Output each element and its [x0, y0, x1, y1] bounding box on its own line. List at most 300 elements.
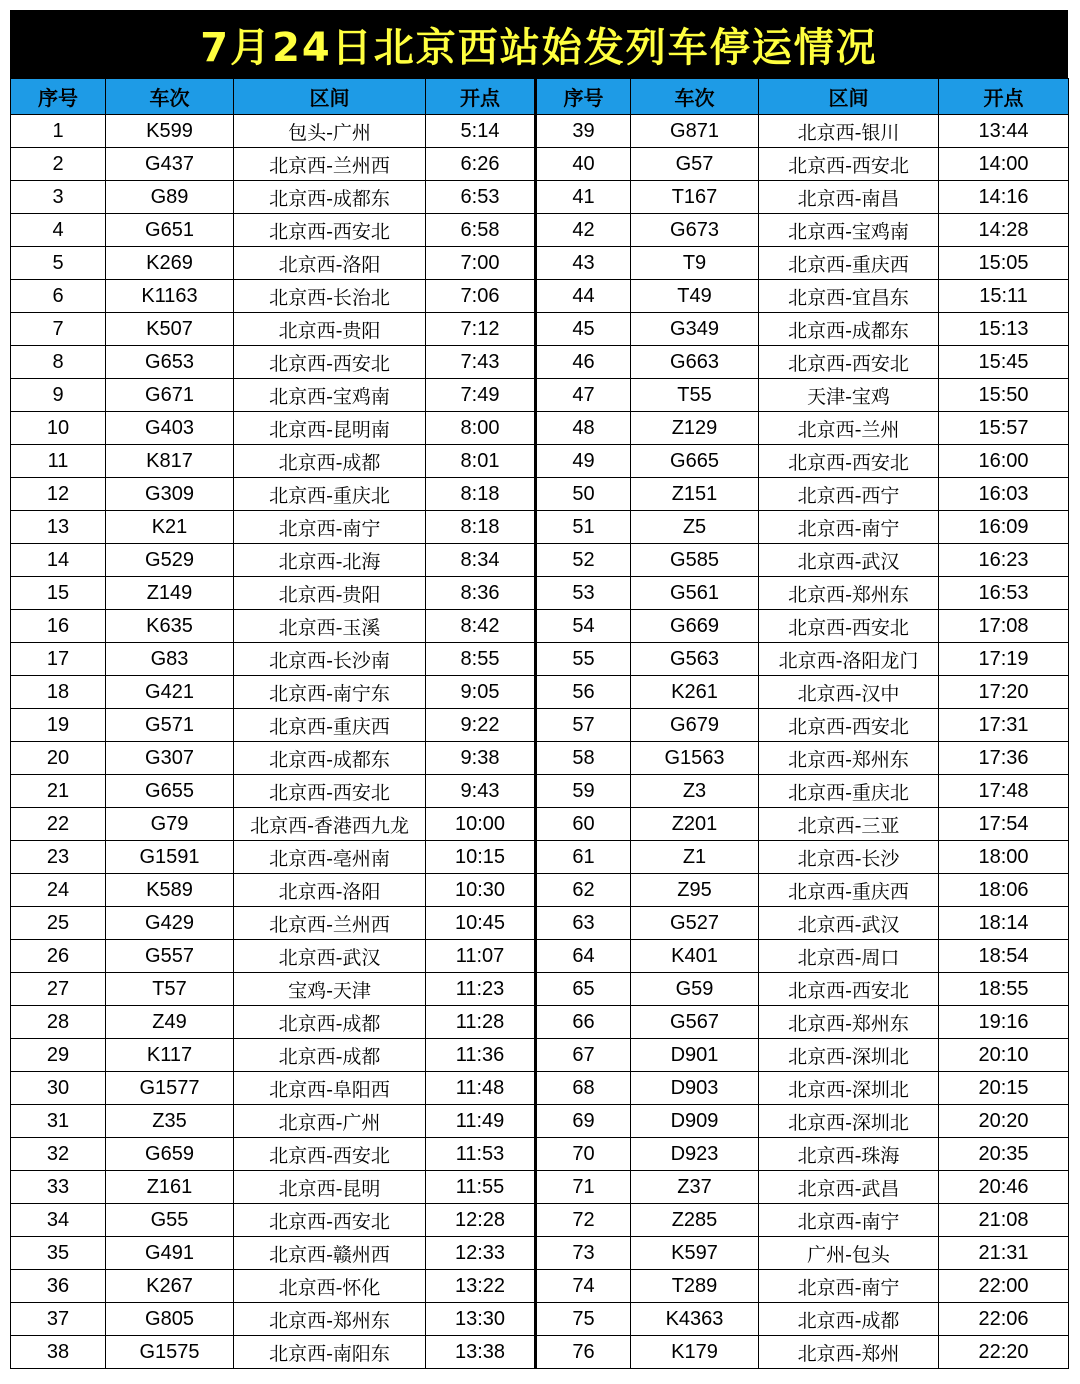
train-cell: Z129 — [631, 412, 759, 445]
route-cell: 北京西-重庆北 — [234, 478, 426, 511]
depart-cell: 18:00 — [939, 841, 1069, 874]
train-cell: G585 — [631, 544, 759, 577]
depart-cell: 11:23 — [426, 973, 536, 1006]
table-row — [11, 445, 1069, 478]
seq-cell: 75 — [536, 1303, 631, 1336]
train-cell: G89 — [106, 181, 234, 214]
depart-cell: 12:33 — [426, 1237, 536, 1270]
train-cell: G651 — [106, 214, 234, 247]
train-cell: G663 — [631, 346, 759, 379]
route-cell: 北京西-兰州西 — [234, 148, 426, 181]
route-cell: 北京西-成都 — [234, 1006, 426, 1039]
route-cell: 北京西-深圳北 — [759, 1105, 939, 1138]
depart-cell: 6:26 — [426, 148, 536, 181]
route-cell: 北京西-重庆西 — [759, 247, 939, 280]
train-cell: Z95 — [631, 874, 759, 907]
route-cell: 北京西-郑州东 — [759, 1006, 939, 1039]
seq-cell: 37 — [11, 1303, 106, 1336]
seq-cell: 55 — [536, 643, 631, 676]
depart-cell: 21:08 — [939, 1204, 1069, 1237]
route-cell: 北京西-宝鸡南 — [234, 379, 426, 412]
depart-cell: 9:38 — [426, 742, 536, 775]
depart-cell: 11:53 — [426, 1138, 536, 1171]
seq-cell: 20 — [11, 742, 106, 775]
train-cell: T167 — [631, 181, 759, 214]
depart-cell: 18:54 — [939, 940, 1069, 973]
depart-cell: 8:01 — [426, 445, 536, 478]
route-cell: 北京西-兰州 — [759, 412, 939, 445]
seq-cell: 19 — [11, 709, 106, 742]
train-cell: G571 — [106, 709, 234, 742]
seq-cell: 17 — [11, 643, 106, 676]
train-cell: K4363 — [631, 1303, 759, 1336]
route-cell: 北京西-三亚 — [759, 808, 939, 841]
route-cell: 北京西-南昌 — [759, 181, 939, 214]
route-cell: 北京西-成都 — [234, 1039, 426, 1072]
seq-cell: 2 — [11, 148, 106, 181]
depart-cell: 16:53 — [939, 577, 1069, 610]
depart-cell: 20:35 — [939, 1138, 1069, 1171]
seq-cell: 7 — [11, 313, 106, 346]
header-depart-left: 开点 — [426, 79, 536, 115]
seq-cell: 51 — [536, 511, 631, 544]
route-cell: 北京西-南宁 — [759, 1204, 939, 1237]
seq-cell: 39 — [536, 115, 631, 148]
table-row — [11, 544, 1069, 577]
seq-cell: 6 — [11, 280, 106, 313]
depart-cell: 11:55 — [426, 1171, 536, 1204]
table-row — [11, 313, 1069, 346]
seq-cell: 30 — [11, 1072, 106, 1105]
header-train-right: 车次 — [631, 79, 759, 115]
route-cell: 北京西-南宁 — [759, 511, 939, 544]
depart-cell: 5:14 — [426, 115, 536, 148]
depart-cell: 7:49 — [426, 379, 536, 412]
train-cell: G307 — [106, 742, 234, 775]
seq-cell: 25 — [11, 907, 106, 940]
seq-cell: 48 — [536, 412, 631, 445]
table-row — [11, 643, 1069, 676]
table-row — [11, 511, 1069, 544]
route-cell: 北京西-西安北 — [234, 775, 426, 808]
route-cell: 北京西-昆明南 — [234, 412, 426, 445]
train-cell: K267 — [106, 1270, 234, 1303]
depart-cell: 9:05 — [426, 676, 536, 709]
table-row — [11, 247, 1069, 280]
table-row — [11, 214, 1069, 247]
route-cell: 北京西-重庆北 — [759, 775, 939, 808]
route-cell: 北京西-阜阳西 — [234, 1072, 426, 1105]
depart-cell: 17:31 — [939, 709, 1069, 742]
route-cell: 北京西-周口 — [759, 940, 939, 973]
table-row — [11, 709, 1069, 742]
route-cell: 北京西-重庆西 — [759, 874, 939, 907]
depart-cell: 14:00 — [939, 148, 1069, 181]
train-cell: G79 — [106, 808, 234, 841]
depart-cell: 17:08 — [939, 610, 1069, 643]
table-row — [11, 1336, 1069, 1369]
seq-cell: 18 — [11, 676, 106, 709]
depart-cell: 20:10 — [939, 1039, 1069, 1072]
train-cell: G421 — [106, 676, 234, 709]
train-cell: G59 — [631, 973, 759, 1006]
train-cell: T55 — [631, 379, 759, 412]
seq-cell: 50 — [536, 478, 631, 511]
table-row — [11, 1171, 1069, 1204]
route-cell: 北京西-武汉 — [759, 907, 939, 940]
train-cell: G671 — [106, 379, 234, 412]
route-cell: 广州-包头 — [759, 1237, 939, 1270]
seq-cell: 27 — [11, 973, 106, 1006]
train-cell: K21 — [106, 511, 234, 544]
route-cell: 北京西-成都 — [759, 1303, 939, 1336]
seq-cell: 72 — [536, 1204, 631, 1237]
seq-cell: 34 — [11, 1204, 106, 1237]
seq-cell: 12 — [11, 478, 106, 511]
train-cell: G83 — [106, 643, 234, 676]
seq-cell: 16 — [11, 610, 106, 643]
train-cell: Z285 — [631, 1204, 759, 1237]
train-cell: G437 — [106, 148, 234, 181]
route-cell: 北京西-长治北 — [234, 280, 426, 313]
seq-cell: 59 — [536, 775, 631, 808]
header-depart-right: 开点 — [939, 79, 1069, 115]
depart-cell: 12:28 — [426, 1204, 536, 1237]
suspended-trains-table — [10, 78, 1069, 1369]
seq-cell: 61 — [536, 841, 631, 874]
table-row — [11, 775, 1069, 808]
route-cell: 北京西-郑州东 — [234, 1303, 426, 1336]
table-row — [11, 148, 1069, 181]
train-cell: G429 — [106, 907, 234, 940]
depart-cell: 14:16 — [939, 181, 1069, 214]
train-cell: G529 — [106, 544, 234, 577]
route-cell: 北京西-武昌 — [759, 1171, 939, 1204]
route-cell: 北京西-西安北 — [759, 148, 939, 181]
train-cell: G309 — [106, 478, 234, 511]
depart-cell: 16:09 — [939, 511, 1069, 544]
depart-cell: 16:03 — [939, 478, 1069, 511]
train-cell: G57 — [631, 148, 759, 181]
seq-cell: 74 — [536, 1270, 631, 1303]
train-cell: K635 — [106, 610, 234, 643]
route-cell: 北京西-长沙南 — [234, 643, 426, 676]
seq-cell: 42 — [536, 214, 631, 247]
train-cell: D923 — [631, 1138, 759, 1171]
table-row — [11, 1303, 1069, 1336]
depart-cell: 6:58 — [426, 214, 536, 247]
depart-cell: 13:44 — [939, 115, 1069, 148]
route-cell: 北京西-亳州南 — [234, 841, 426, 874]
table-row — [11, 1204, 1069, 1237]
train-cell: G527 — [631, 907, 759, 940]
seq-cell: 28 — [11, 1006, 106, 1039]
train-cell: G659 — [106, 1138, 234, 1171]
train-cell: G655 — [106, 775, 234, 808]
table-row — [11, 379, 1069, 412]
train-cell: G669 — [631, 610, 759, 643]
seq-cell: 38 — [11, 1336, 106, 1369]
header-route-left: 区间 — [234, 79, 426, 115]
seq-cell: 24 — [11, 874, 106, 907]
route-cell: 北京西-西安北 — [759, 610, 939, 643]
route-cell: 北京西-西安北 — [234, 1204, 426, 1237]
table-row — [11, 115, 1069, 148]
seq-cell: 8 — [11, 346, 106, 379]
train-cell: K179 — [631, 1336, 759, 1369]
train-cell: G673 — [631, 214, 759, 247]
train-cell: Z201 — [631, 808, 759, 841]
depart-cell: 17:36 — [939, 742, 1069, 775]
depart-cell: 20:20 — [939, 1105, 1069, 1138]
train-cell: Z3 — [631, 775, 759, 808]
seq-cell: 64 — [536, 940, 631, 973]
route-cell: 北京西-西安北 — [759, 445, 939, 478]
table-row — [11, 478, 1069, 511]
seq-cell: 53 — [536, 577, 631, 610]
seq-cell: 3 — [11, 181, 106, 214]
train-cell: Z35 — [106, 1105, 234, 1138]
table-row — [11, 874, 1069, 907]
depart-cell: 8:42 — [426, 610, 536, 643]
table-row — [11, 808, 1069, 841]
depart-cell: 17:48 — [939, 775, 1069, 808]
depart-cell: 15:45 — [939, 346, 1069, 379]
train-cell: Z151 — [631, 478, 759, 511]
train-cell: G55 — [106, 1204, 234, 1237]
seq-cell: 1 — [11, 115, 106, 148]
route-cell: 北京西-长沙 — [759, 841, 939, 874]
depart-cell: 22:06 — [939, 1303, 1069, 1336]
table-row — [11, 676, 1069, 709]
route-cell: 北京西-北海 — [234, 544, 426, 577]
seq-cell: 52 — [536, 544, 631, 577]
seq-cell: 56 — [536, 676, 631, 709]
depart-cell: 15:11 — [939, 280, 1069, 313]
seq-cell: 10 — [11, 412, 106, 445]
depart-cell: 15:05 — [939, 247, 1069, 280]
train-cell: Z5 — [631, 511, 759, 544]
depart-cell: 10:45 — [426, 907, 536, 940]
seq-cell: 68 — [536, 1072, 631, 1105]
depart-cell: 11:28 — [426, 1006, 536, 1039]
header-seq-right: 序号 — [536, 79, 631, 115]
header-train-left: 车次 — [106, 79, 234, 115]
train-cell: K1163 — [106, 280, 234, 313]
seq-cell: 62 — [536, 874, 631, 907]
route-cell: 北京西-西安北 — [234, 214, 426, 247]
train-cell: G563 — [631, 643, 759, 676]
route-cell: 北京西-珠海 — [759, 1138, 939, 1171]
seq-cell: 11 — [11, 445, 106, 478]
train-cell: Z1 — [631, 841, 759, 874]
seq-cell: 5 — [11, 247, 106, 280]
route-cell: 北京西-洛阳 — [234, 247, 426, 280]
table-row — [11, 1072, 1069, 1105]
depart-cell: 8:55 — [426, 643, 536, 676]
depart-cell: 20:15 — [939, 1072, 1069, 1105]
depart-cell: 6:53 — [426, 181, 536, 214]
table-row — [11, 1270, 1069, 1303]
route-cell: 北京西-成都东 — [234, 742, 426, 775]
depart-cell: 15:57 — [939, 412, 1069, 445]
train-cell: G491 — [106, 1237, 234, 1270]
train-cell: G1575 — [106, 1336, 234, 1369]
depart-cell: 10:00 — [426, 808, 536, 841]
depart-cell: 17:19 — [939, 643, 1069, 676]
train-cell: K507 — [106, 313, 234, 346]
route-cell: 北京西-成都 — [234, 445, 426, 478]
train-cell: G805 — [106, 1303, 234, 1336]
depart-cell: 16:00 — [939, 445, 1069, 478]
train-cell: G871 — [631, 115, 759, 148]
route-cell: 北京西-西宁 — [759, 478, 939, 511]
route-cell: 北京西-贵阳 — [234, 313, 426, 346]
train-cell: Z161 — [106, 1171, 234, 1204]
train-cell: K117 — [106, 1039, 234, 1072]
route-cell: 北京西-香港西九龙 — [234, 808, 426, 841]
route-cell: 北京西-兰州西 — [234, 907, 426, 940]
seq-cell: 71 — [536, 1171, 631, 1204]
table-row — [11, 1105, 1069, 1138]
route-cell: 北京西-洛阳 — [234, 874, 426, 907]
seq-cell: 67 — [536, 1039, 631, 1072]
depart-cell: 10:15 — [426, 841, 536, 874]
route-cell: 北京西-南宁 — [234, 511, 426, 544]
seq-cell: 73 — [536, 1237, 631, 1270]
train-cell: D903 — [631, 1072, 759, 1105]
table-row — [11, 841, 1069, 874]
depart-cell: 13:22 — [426, 1270, 536, 1303]
table-row — [11, 181, 1069, 214]
depart-cell: 7:00 — [426, 247, 536, 280]
train-cell: T49 — [631, 280, 759, 313]
table-row — [11, 610, 1069, 643]
seq-cell: 58 — [536, 742, 631, 775]
depart-cell: 20:46 — [939, 1171, 1069, 1204]
route-cell: 北京西-武汉 — [759, 544, 939, 577]
seq-cell: 32 — [11, 1138, 106, 1171]
route-cell: 北京西-郑州东 — [759, 577, 939, 610]
route-cell: 北京西-西安北 — [759, 709, 939, 742]
train-cell: T9 — [631, 247, 759, 280]
route-cell: 北京西-银川 — [759, 115, 939, 148]
header-seq-left: 序号 — [11, 79, 106, 115]
route-cell: 北京西-西安北 — [234, 1138, 426, 1171]
route-cell: 北京西-郑州 — [759, 1336, 939, 1369]
depart-cell: 22:20 — [939, 1336, 1069, 1369]
train-cell: G561 — [631, 577, 759, 610]
table-row — [11, 412, 1069, 445]
seq-cell: 60 — [536, 808, 631, 841]
train-cell: D901 — [631, 1039, 759, 1072]
depart-cell: 21:31 — [939, 1237, 1069, 1270]
seq-cell: 49 — [536, 445, 631, 478]
route-cell: 包头-广州 — [234, 115, 426, 148]
seq-cell: 22 — [11, 808, 106, 841]
depart-cell: 13:38 — [426, 1336, 536, 1369]
table-row — [11, 973, 1069, 1006]
seq-cell: 21 — [11, 775, 106, 808]
depart-cell: 19:16 — [939, 1006, 1069, 1039]
seq-cell: 70 — [536, 1138, 631, 1171]
train-cell: K261 — [631, 676, 759, 709]
depart-cell: 13:30 — [426, 1303, 536, 1336]
depart-cell: 7:06 — [426, 280, 536, 313]
seq-cell: 43 — [536, 247, 631, 280]
seq-cell: 26 — [11, 940, 106, 973]
train-cell: Z49 — [106, 1006, 234, 1039]
table-body — [11, 115, 1069, 1369]
train-cell: K269 — [106, 247, 234, 280]
depart-cell: 17:20 — [939, 676, 1069, 709]
train-cell: T57 — [106, 973, 234, 1006]
depart-cell: 8:34 — [426, 544, 536, 577]
depart-cell: 11:48 — [426, 1072, 536, 1105]
route-cell: 北京西-洛阳龙门 — [759, 643, 939, 676]
seq-cell: 44 — [536, 280, 631, 313]
seq-cell: 41 — [536, 181, 631, 214]
train-cell: G665 — [631, 445, 759, 478]
depart-cell: 8:18 — [426, 511, 536, 544]
route-cell: 天津-宝鸡 — [759, 379, 939, 412]
table-row — [11, 1039, 1069, 1072]
route-cell: 北京西-郑州东 — [759, 742, 939, 775]
route-cell: 北京西-赣州西 — [234, 1237, 426, 1270]
table-row — [11, 940, 1069, 973]
depart-cell: 18:14 — [939, 907, 1069, 940]
table-row — [11, 1138, 1069, 1171]
route-cell: 北京西-成都东 — [234, 181, 426, 214]
depart-cell: 11:49 — [426, 1105, 536, 1138]
depart-cell: 11:36 — [426, 1039, 536, 1072]
train-cell: G1563 — [631, 742, 759, 775]
train-cell: K597 — [631, 1237, 759, 1270]
depart-cell: 9:22 — [426, 709, 536, 742]
seq-cell: 47 — [536, 379, 631, 412]
train-cell: K589 — [106, 874, 234, 907]
depart-cell: 17:54 — [939, 808, 1069, 841]
seq-cell: 15 — [11, 577, 106, 610]
depart-cell: 7:43 — [426, 346, 536, 379]
train-cell: K817 — [106, 445, 234, 478]
train-cell: G653 — [106, 346, 234, 379]
route-cell: 北京西-成都东 — [759, 313, 939, 346]
route-cell: 北京西-武汉 — [234, 940, 426, 973]
seq-cell: 4 — [11, 214, 106, 247]
train-cell: T289 — [631, 1270, 759, 1303]
depart-cell: 18:06 — [939, 874, 1069, 907]
train-cell: K401 — [631, 940, 759, 973]
seq-cell: 35 — [11, 1237, 106, 1270]
table-row — [11, 1237, 1069, 1270]
route-cell: 北京西-南阳东 — [234, 1336, 426, 1369]
depart-cell: 22:00 — [939, 1270, 1069, 1303]
table-row — [11, 346, 1069, 379]
train-cell: G1591 — [106, 841, 234, 874]
depart-cell: 18:55 — [939, 973, 1069, 1006]
route-cell: 北京西-重庆西 — [234, 709, 426, 742]
route-cell: 北京西-汉中 — [759, 676, 939, 709]
table-row — [11, 280, 1069, 313]
route-cell: 北京西-昆明 — [234, 1171, 426, 1204]
table-row — [11, 1006, 1069, 1039]
seq-cell: 36 — [11, 1270, 106, 1303]
depart-cell: 16:23 — [939, 544, 1069, 577]
route-cell: 北京西-贵阳 — [234, 577, 426, 610]
seq-cell: 29 — [11, 1039, 106, 1072]
route-cell: 北京西-玉溪 — [234, 610, 426, 643]
